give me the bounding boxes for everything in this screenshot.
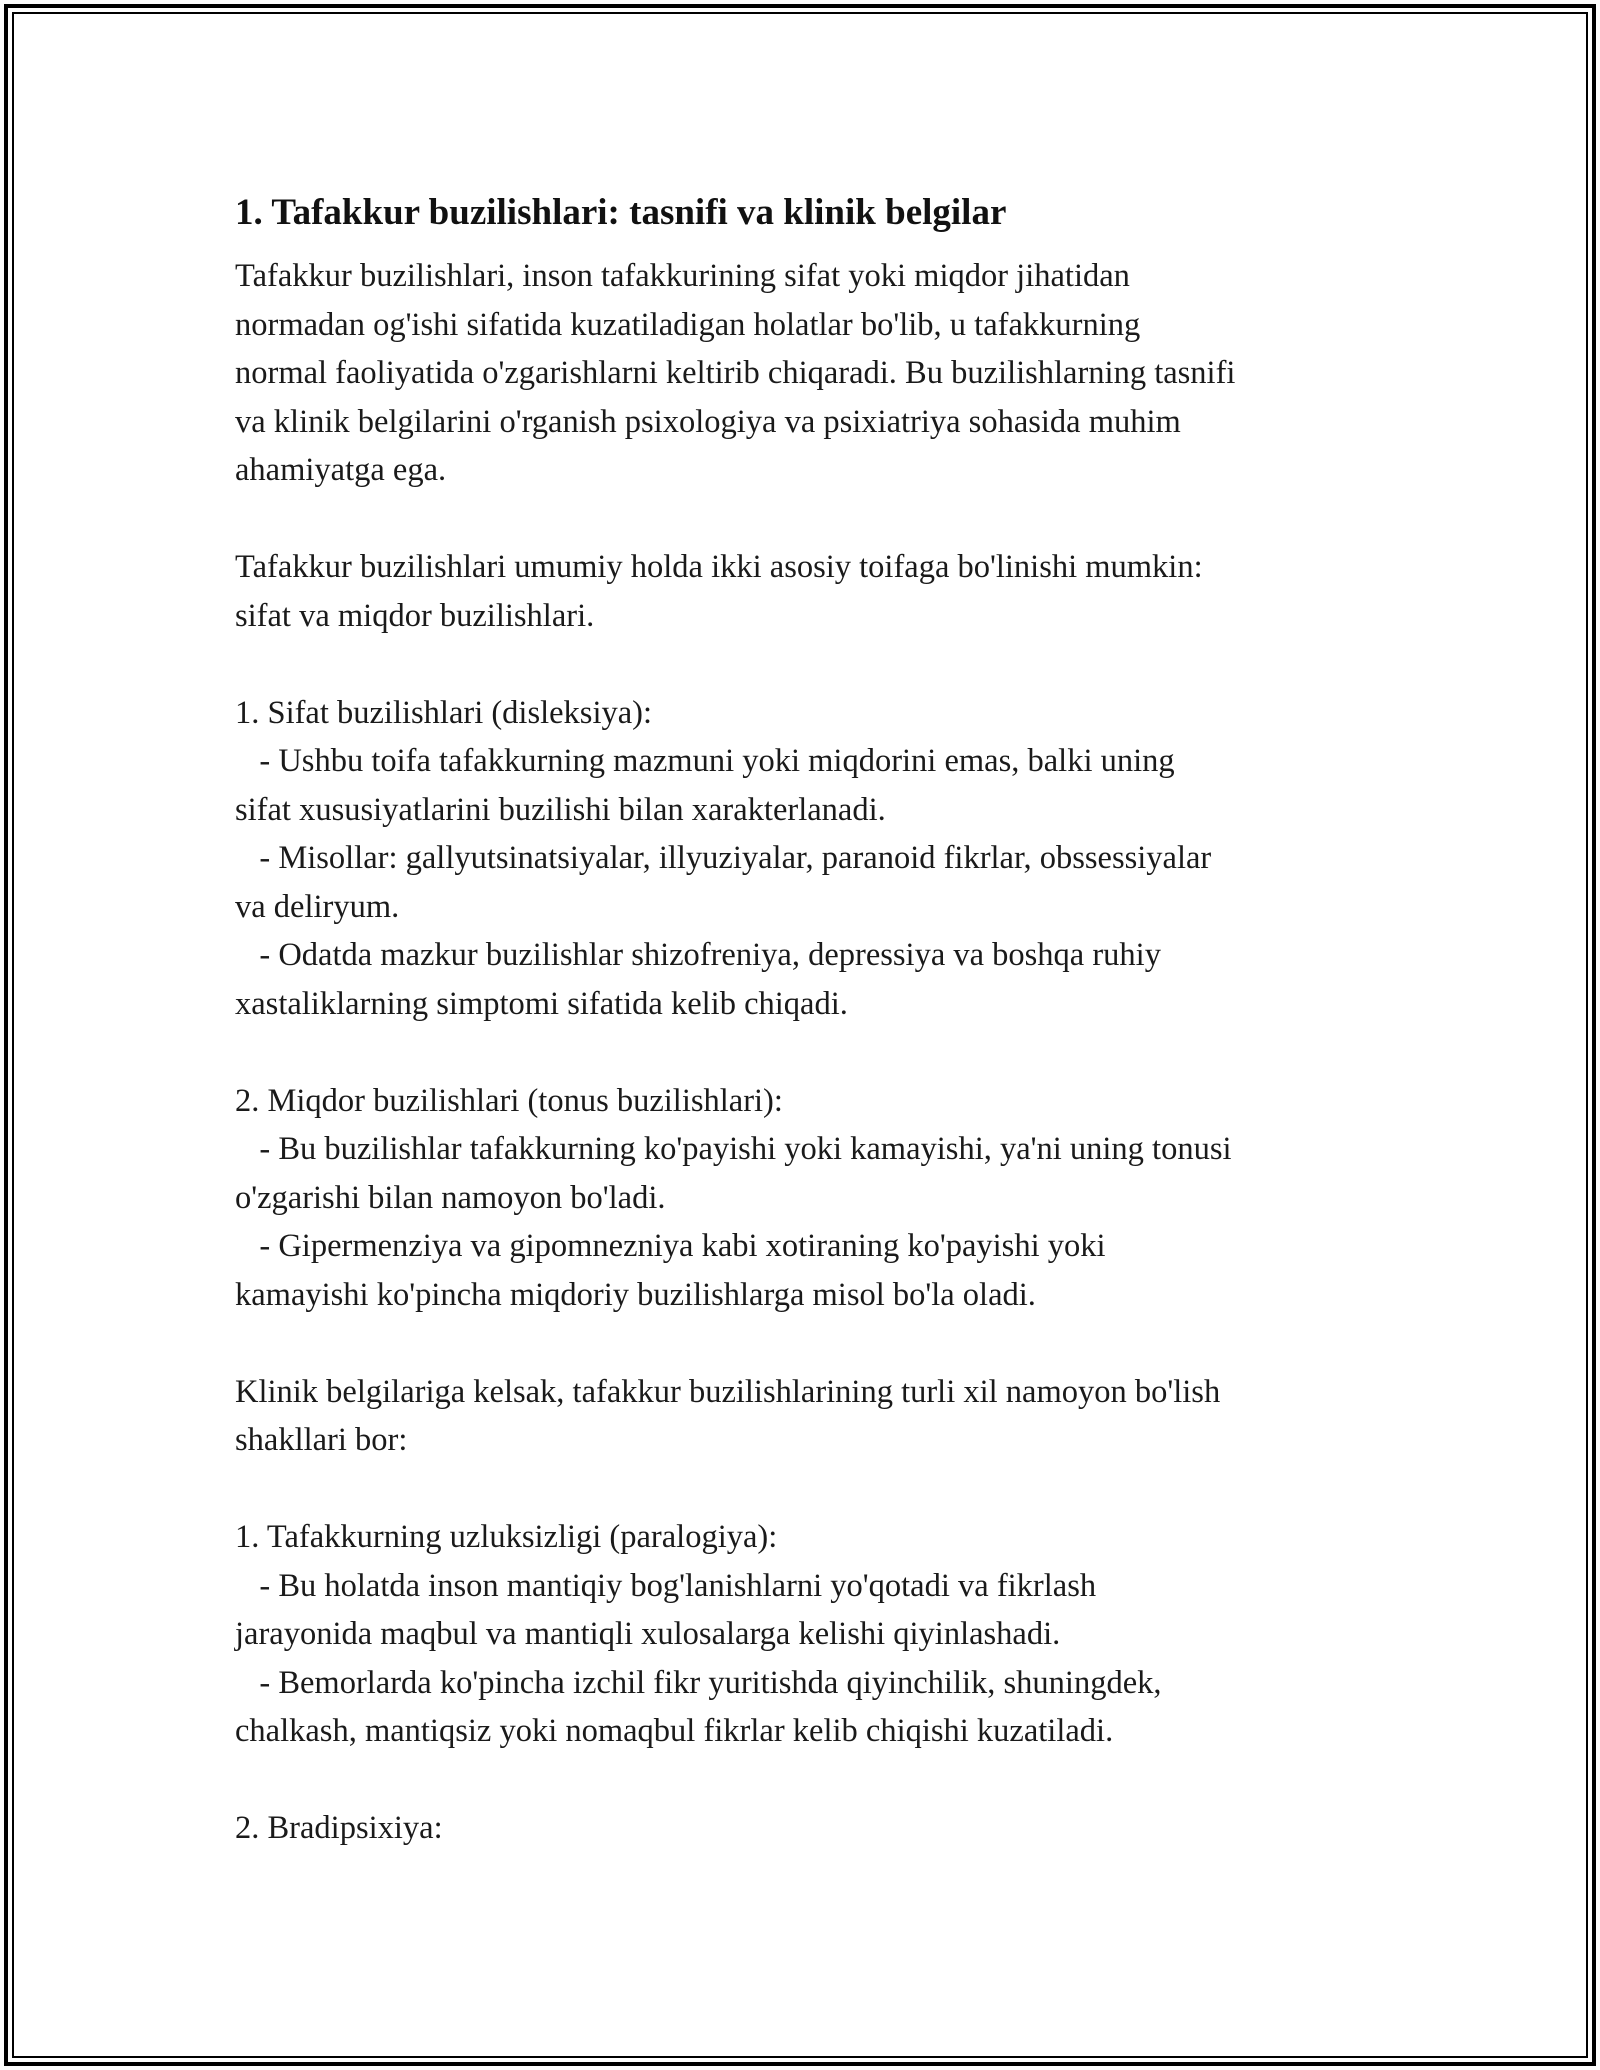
paralogy-section: 1. Tafakkurning uzluksizligi (paralogiya): - Bu holatda inson mantiqiy bog'lanishlarni yo'qotadi va fikrlash jarayonida maqbul va mantiqli xulosalarga kelishi qiyinlashadi. - Bemorlarda ko'pincha izchil fikr yuritishda qiyinchilik, shuningdek, chalkash, mantiqsiz yoki nomaqbul fikrlar kelib chiqishi kuzatiladi.: [235, 1519, 1162, 1749]
bradypsychia-heading: 2. Bradipsixiya:: [235, 1810, 443, 1846]
paragraph-spacer: [235, 1319, 1365, 1368]
paragraph-spacer: [235, 1465, 1365, 1514]
quantity-disorders-section: 2. Miqdor buzilishlari (tonus buzilishlari): - Bu buzilishlar tafakkurning ko'payishi yoki kamayishi, ya'ni uning tonusi o'zgarishi bilan namoyon bo'ladi. - Gipermenziya va gipomnezniya kabi xotiraning ko'payishi yoki kamayishi ko'pincha miqdoriy buzilishlarga misol bo'la oladi.: [235, 1082, 1232, 1313]
document-title: 1. Tafakkur buzilishlari: tasnifi va klinik belgilar: [235, 192, 1007, 233]
document-body: [235, 186, 1365, 1853]
quality-disorders-section: 1. Sifat buzilishlari (disleksiya): - Ushbu toifa tafakkurning mazmuni yoki miqdorini emas, balki uning sifat xususiyatlarini buzilishi bilan xarakterlanadi. - Misollar: gallyutsinatsiyalar, illyuziyalar, paranoid fikrlar, obssessiyalar va deliryum. - Odatda mazkur buzilishlar shizofreniya, depressiya va boshqa ruhiy xastaliklarning simptomi sifatida kelib chiqadi.: [235, 694, 1212, 1022]
paragraph-spacer: [235, 640, 1365, 689]
clinical-signs-intro: Klinik belgilariga kelsak, tafakkur buzilishlarining turli xil namoyon bo'lish shakllari bor:: [235, 1373, 1221, 1458]
categories-paragraph: Tafakkur buzilishlari umumiy holda ikki asosiy toifaga bo'linishi mumkin: sifat va miqdor buzilishlari.: [235, 549, 1203, 634]
paragraph-spacer: [235, 1756, 1365, 1805]
paragraph-spacer: [235, 1028, 1365, 1077]
intro-paragraph: Tafakkur buzilishlari, inson tafakkurining sifat yoki miqdor jihatidan normadan og'ishi sifatida kuzatiladigan holatlar bo'lib, u tafakkurning normal faoliyatida o'zgarishlarni keltirib chiqaradi. Bu buzilishlarning tasnifi va klinik belgilarini o'rganish psixologiya va psixiatriya sohasida muhim ahamiyatga ega.: [235, 258, 1236, 488]
paragraph-spacer: [235, 495, 1365, 544]
